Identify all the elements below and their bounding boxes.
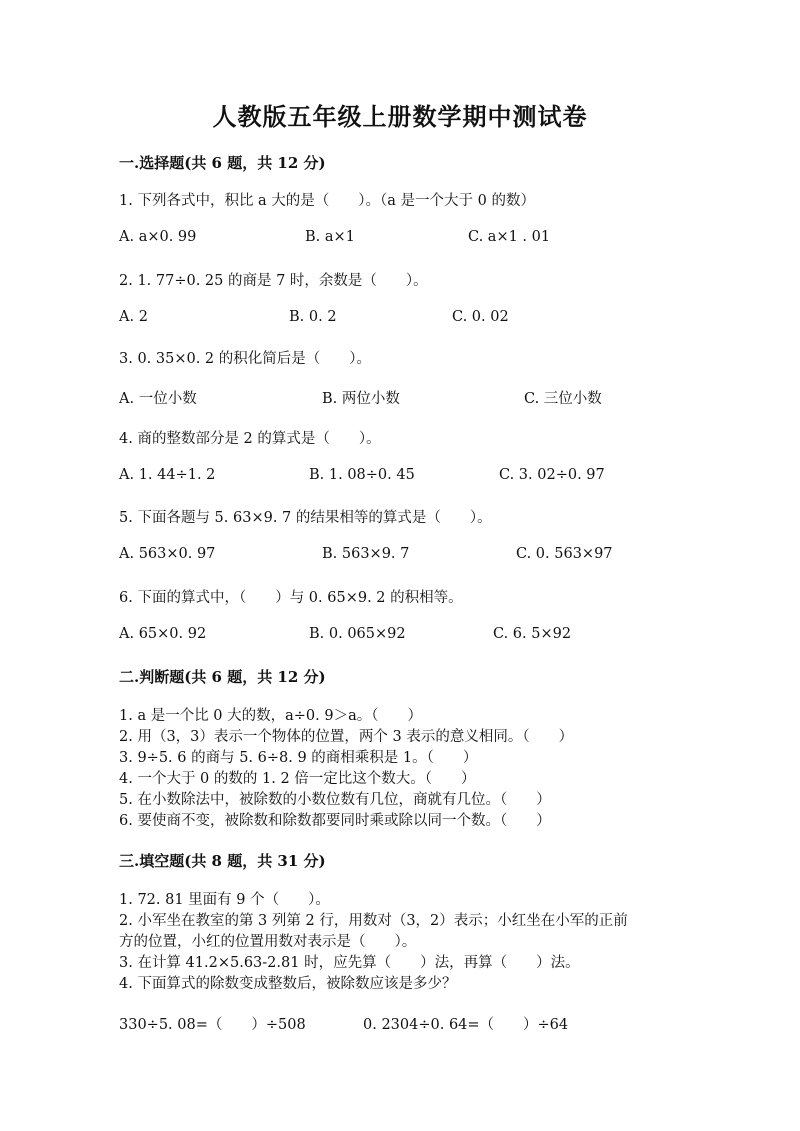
question-3: 3. 0. 35×0. 2 的积化简后是（ ）。	[119, 351, 372, 367]
section-heading-fill-blank: 三.填空题(共 8 题，共 31 分)	[119, 852, 326, 870]
fill-item-1: 1. 72. 81 里面有 9 个（ ）。	[119, 892, 330, 908]
question-5-option-a: A. 563×0. 97	[119, 546, 216, 562]
judgement-item-4: 4. 一个大于 0 的数的 1. 2 倍一定比这个数大。（ ）	[119, 771, 476, 787]
question-3-option-c: C. 三位小数	[524, 391, 602, 407]
question-6-option-c: C. 6. 5×92	[493, 626, 572, 642]
question-6-option-a: A. 65×0. 92	[119, 626, 207, 642]
judgement-item-6: 6. 要使商不变，被除数和除数都要同时乘或除以同一个数。（ ）	[119, 813, 551, 829]
judgement-item-2: 2. 用（3，3）表示一个物体的位置，两个 3 表示的意义相同。（ ）	[119, 729, 574, 745]
page-title: 人教版五年级上册数学期中测试卷	[212, 102, 588, 131]
equation-2: 0. 2304÷0. 64=（ ）÷64	[363, 1017, 569, 1033]
question-5-option-b: B. 563×9. 7	[322, 546, 410, 562]
fill-item-4: 4. 下面算式的除数变成整数后，被除数应该是多少？	[119, 976, 457, 992]
section-heading-judgement: 二.判断题(共 6 题，共 12 分)	[119, 668, 326, 686]
question-2-option-a: A. 2	[119, 309, 148, 325]
judgement-item-3: 3. 9÷5. 6 的商与 5. 6÷8. 9 的商相乘积是 1。（ ）	[119, 750, 478, 766]
fill-item-2: 2. 小军坐在教室的第 3 列第 2 行，用数对（3，2）表示；小红坐在小军的正前	[119, 913, 628, 929]
question-5: 5. 下面各题与 5. 63×9. 7 的结果相等的算式是（ ）。	[119, 510, 492, 526]
fill-item-3: 3. 在计算 41.2×5.63-2.81 时，应先算（ ）法，再算（ ）法。	[119, 955, 580, 971]
question-4-option-a: A. 1. 44÷1. 2	[119, 467, 216, 483]
question-4-option-c: C. 3. 02÷0. 97	[499, 467, 605, 483]
question-1: 1. 下列各式中，积比 a 大的是（ ）。（a 是一个大于 0 的数）	[119, 193, 536, 209]
question-2-option-c: C. 0. 02	[452, 309, 509, 325]
question-3-option-a: A. 一位小数	[119, 391, 197, 407]
question-2-option-b: B. 0. 2	[289, 309, 337, 325]
question-1-option-c: C. a×1 . 01	[468, 229, 551, 245]
question-4-option-b: B. 1. 08÷0. 45	[309, 467, 415, 483]
question-3-option-b: B. 两位小数	[322, 391, 400, 407]
question-2: 2. 1. 77÷0. 25 的商是 7 时，余数是（ ）。	[119, 273, 428, 289]
judgement-item-5: 5. 在小数除法中，被除数的小数位数有几位，商就有几位。（ ）	[119, 792, 551, 808]
judgement-item-1: 1. a 是一个比 0 大的数，a÷0. 9＞a。（ ）	[119, 708, 422, 724]
section-heading-choice: 一.选择题(共 6 题，共 12 分)	[119, 154, 326, 172]
equation-1: 330÷5. 08=（ ）÷508	[119, 1017, 306, 1033]
question-1-option-b: B. a×1	[305, 229, 355, 245]
question-6: 6. 下面的算式中，（ ）与 0. 65×9. 2 的积相等。	[119, 590, 463, 606]
question-6-option-b: B. 0. 065×92	[309, 626, 406, 642]
question-5-option-c: C. 0. 563×97	[516, 546, 613, 562]
question-1-option-a: A. a×0. 99	[119, 229, 197, 245]
question-4: 4. 商的整数部分是 2 的算式是（ ）。	[119, 431, 381, 447]
fill-item-2-cont: 方的位置，小红的位置用数对表示是（ ）。	[119, 934, 417, 950]
